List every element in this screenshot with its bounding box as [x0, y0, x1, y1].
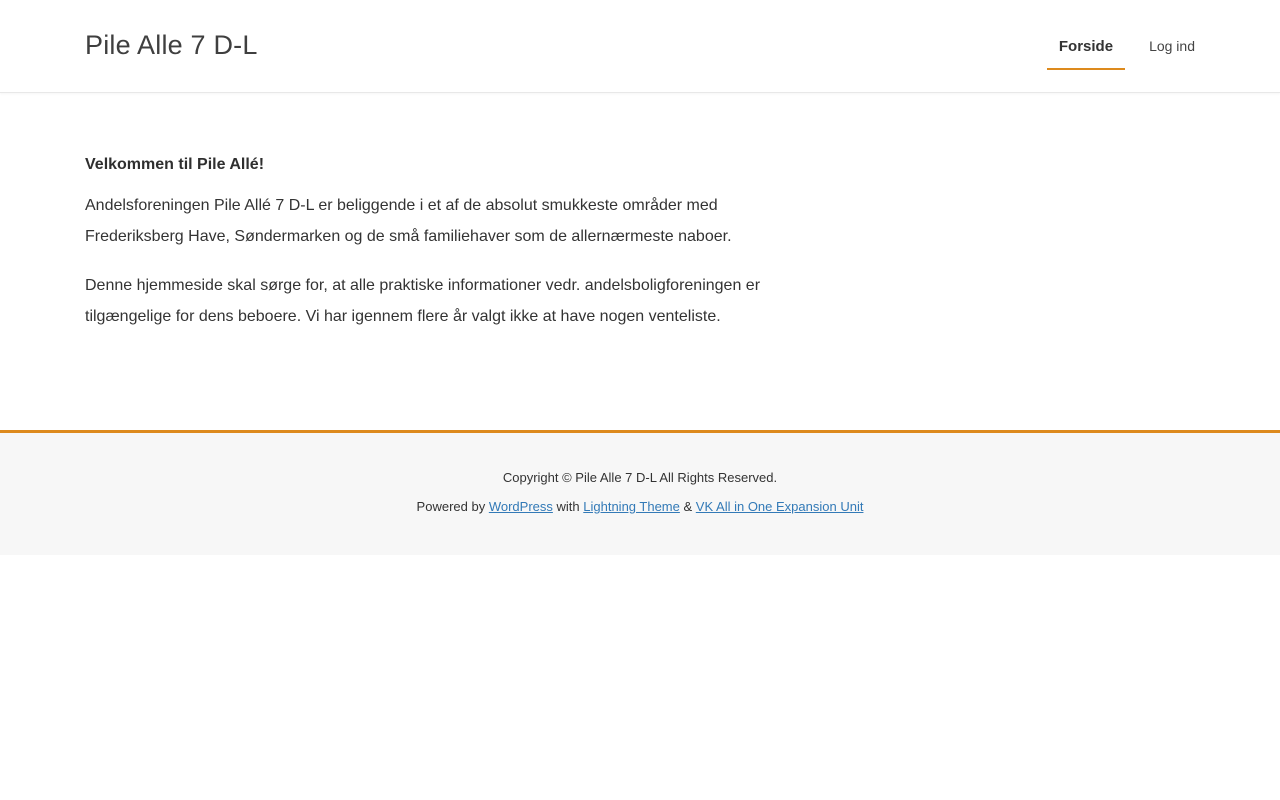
powered-by-with: with — [556, 499, 580, 514]
main-content — [0, 93, 1280, 430]
nav-item-log-ind[interactable]: Log ind — [1149, 38, 1195, 54]
entry-body — [85, 149, 820, 332]
lightning-theme-link[interactable]: Lightning Theme — [583, 499, 680, 514]
vk-expansion-unit-link[interactable]: VK All in One Expansion Unit — [695, 499, 864, 514]
nav-item-forside[interactable]: Forside — [1047, 38, 1125, 55]
powered-by-ampersand: & — [683, 499, 693, 514]
intro-paragraph: Andelsforeningen Pile Allé 7 D-L er beliggende i et af de absolut smukkeste områder med Frederiksberg Have, Søndermarken og de små familiehaver som de allernærmeste naboer. — [85, 197, 732, 245]
welcome-heading: Velkommen til Pile Allé! — [85, 156, 265, 173]
site-footer — [0, 430, 1280, 555]
site-title-link[interactable]: Pile Alle 7 D-L — [85, 30, 258, 61]
main-nav — [1047, 38, 1195, 55]
site-header — [0, 0, 1280, 93]
powered-by-prefix: Powered by — [416, 499, 486, 514]
info-paragraph: Denne hjemmeside skal sørge for, at alle praktiske informationer vedr. andelsboligforeningen er tilgængelige for dens beboere. Vi har igennem flere år valgt ikke at have nogen venteliste. — [85, 277, 761, 325]
wordpress-link[interactable]: WordPress — [488, 499, 553, 514]
copyright-text: Copyright © Pile Alle 7 D-L All Rights Reserved. — [502, 470, 778, 485]
powered-by-text — [85, 498, 1195, 515]
